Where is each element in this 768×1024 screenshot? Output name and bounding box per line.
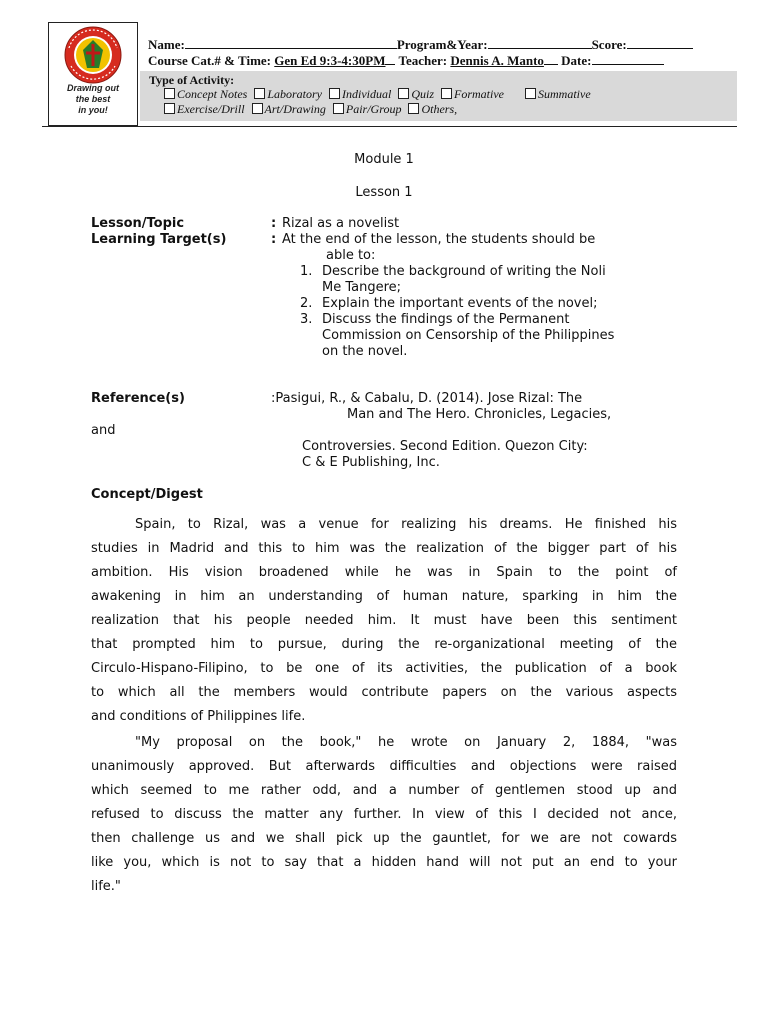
- paragraph-line: that prompted him to pursue, during the re-organizational meeting of the: [91, 637, 677, 652]
- name-label: Name:: [148, 37, 185, 52]
- target-number: 3.: [300, 312, 313, 327]
- target-text: Discuss the findings of the Permanent: [322, 312, 570, 327]
- course-value: Gen Ed 9:3-4:30PM: [274, 53, 386, 68]
- score-label: Score:: [591, 37, 627, 52]
- paragraph-line: ambition. His vision broadened while he was in Spain to the point of: [91, 565, 677, 580]
- activity-option-laboratory[interactable]: [254, 87, 322, 102]
- paragraph-line: then challenge us and we shall pick up the gauntlet, for we are not cowards: [91, 831, 677, 846]
- lesson-topic-value: Rizal as a novelist: [282, 216, 400, 231]
- paragraph-line: realization that his people needed him. It must have been this sentiment: [91, 613, 677, 628]
- checkbox-icon[interactable]: [398, 88, 409, 99]
- target-text: on the novel.: [322, 344, 408, 359]
- checkbox-icon[interactable]: [441, 88, 452, 99]
- learning-targets-label: Learning Target(s): [91, 232, 227, 247]
- learning-targets-intro: At the end of the lesson, the students should be: [282, 232, 596, 247]
- teacher-value: Dennis A. Manto: [450, 53, 544, 68]
- target-text: Describe the background of writing the Noli: [322, 264, 606, 279]
- lesson-topic-label: Lesson/Topic: [91, 216, 185, 231]
- option-label: Pair/Group: [345, 102, 402, 116]
- option-label: Summative: [538, 87, 591, 101]
- activity-row-2: [164, 102, 461, 117]
- option-label: Formative: [454, 87, 505, 101]
- tagline-line: Drawing out: [67, 83, 119, 93]
- target-number: 2.: [300, 296, 313, 311]
- checkbox-icon[interactable]: [408, 103, 419, 114]
- college-seal-logo: [59, 26, 127, 84]
- logo-tagline: [49, 83, 137, 116]
- paragraph-line: refused to discuss the matter any further. In view of this I decided not ance,: [91, 807, 677, 822]
- activity-type-box: [140, 71, 737, 121]
- activity-option-formative[interactable]: [441, 87, 504, 102]
- checkbox-icon[interactable]: [329, 88, 340, 99]
- paragraph-line: which seemed to me rather odd, and a number of gentlemen stood up and: [91, 783, 677, 798]
- concept-paragraph-1: [91, 513, 677, 729]
- paragraph-line: like you, which is not to say that a hidden hand will not put an end to your: [91, 855, 677, 870]
- paragraph-line: "My proposal on the book," he wrote on January 2, 1884, "was: [135, 735, 677, 750]
- option-label: Others,: [421, 102, 458, 116]
- paragraph-line: awakening in him an understanding of human nature, sparking in him the: [91, 589, 677, 604]
- checkbox-icon[interactable]: [333, 103, 344, 114]
- reference-line: :Pasigui, R., & Cabalu, D. (2014). Jose Rizal: The: [271, 391, 583, 406]
- activity-option-quiz[interactable]: [398, 87, 434, 102]
- target-number: 1.: [300, 264, 313, 279]
- checkbox-icon[interactable]: [164, 103, 175, 114]
- paragraph-line: Spain, to Rizal, was a venue for realizing his dreams. He finished his: [135, 517, 677, 532]
- reference-line: Man and The Hero. Chronicles, Legacies,: [347, 407, 612, 422]
- option-label: Laboratory: [267, 87, 323, 101]
- module-title: Module 1: [354, 152, 414, 167]
- target-text: Me Tangere;: [322, 280, 402, 295]
- teacher-label: Teacher:: [398, 53, 448, 68]
- name-field[interactable]: [185, 36, 397, 49]
- activity-option-summative[interactable]: [525, 87, 591, 102]
- header-line-2: [148, 52, 664, 69]
- activity-option-art-drawing[interactable]: [252, 102, 326, 117]
- option-label: Art/Drawing: [264, 102, 326, 116]
- tagline-line: in you!: [78, 105, 108, 115]
- paragraph-line: to which all the members would contribute papers on the various aspects: [91, 685, 677, 700]
- teacher-blank: [544, 52, 558, 65]
- course-blank: [385, 52, 395, 65]
- date-field[interactable]: [592, 52, 664, 65]
- program-label: Program&Year:: [396, 37, 488, 52]
- activity-option-individual[interactable]: [329, 87, 391, 102]
- option-label: Exercise/Drill: [177, 102, 245, 116]
- option-label: Concept Notes: [177, 87, 248, 101]
- learning-targets-colon: :: [271, 232, 277, 247]
- activity-option-others[interactable]: [408, 102, 457, 117]
- reference-line: and: [91, 423, 116, 438]
- checkbox-icon[interactable]: [254, 88, 265, 99]
- checkbox-icon[interactable]: [252, 103, 263, 114]
- activity-title: Type of Activity:: [149, 73, 235, 87]
- checkbox-icon[interactable]: [164, 88, 175, 99]
- reference-line: C & E Publishing, Inc.: [302, 455, 440, 470]
- references-label: Reference(s): [91, 391, 185, 406]
- reference-line: Controversies. Second Edition. Quezon City:: [302, 439, 588, 454]
- score-field[interactable]: [627, 36, 693, 49]
- header-line-1: [148, 36, 693, 53]
- concept-heading: Concept/Digest: [91, 487, 203, 502]
- date-label: Date:: [561, 53, 592, 68]
- target-text: Commission on Censorship of the Philippines: [322, 328, 615, 343]
- activity-option-concept-notes[interactable]: [164, 87, 247, 102]
- paragraph-line: Circulo-Hispano-Filipino, to be one of its activities, the publication of a book: [91, 661, 677, 676]
- target-text: Explain the important events of the novel;: [322, 296, 598, 311]
- course-label: Course Cat.# & Time:: [148, 53, 272, 68]
- paragraph-line: life.": [91, 879, 121, 894]
- activity-option-pair-group[interactable]: [333, 102, 402, 117]
- paragraph-line: and conditions of Philippines life.: [91, 709, 306, 724]
- activity-option-exercise-drill[interactable]: [164, 102, 245, 117]
- lesson-title: Lesson 1: [355, 185, 413, 200]
- logo-box: [48, 22, 138, 126]
- option-label: Quiz: [411, 87, 435, 101]
- learning-targets-intro-cont: able to:: [326, 248, 376, 263]
- concept-paragraph-2: [91, 731, 677, 899]
- paragraph-line: studies in Madrid and this to him was the realization of the bigger part of his: [91, 541, 677, 556]
- option-label: Individual: [342, 87, 392, 101]
- activity-row-1: [164, 87, 595, 102]
- checkbox-icon[interactable]: [525, 88, 536, 99]
- tagline-line: the best: [75, 94, 111, 104]
- lesson-topic-colon: :: [271, 216, 277, 231]
- header-divider: [42, 126, 737, 127]
- program-field[interactable]: [488, 36, 592, 49]
- paragraph-line: unanimously approved. But afterwards difficulties and objections were raised: [91, 759, 677, 774]
